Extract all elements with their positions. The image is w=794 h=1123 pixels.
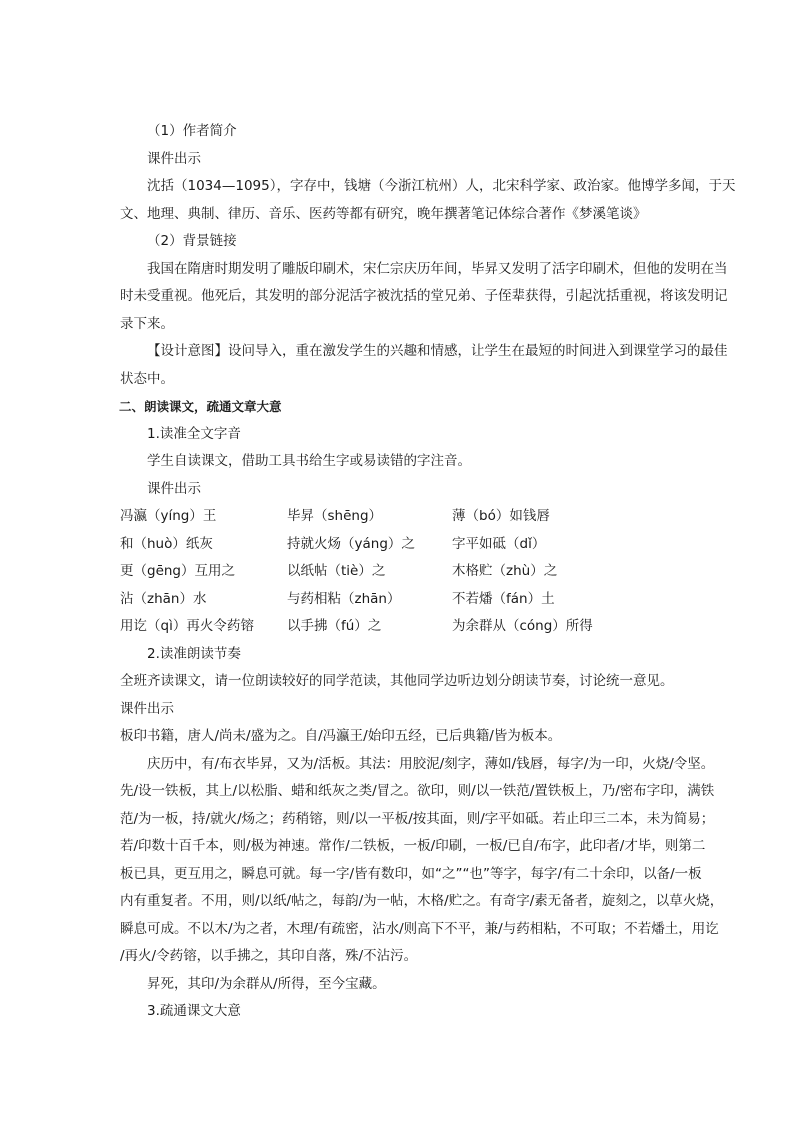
vocab-item: 冯瀛（yíng）王: [120, 508, 217, 524]
step-1-description: 学生自读课文，借助工具书给生字或易读错的字注音。: [147, 453, 471, 469]
courseware-label: 课件出示: [147, 150, 201, 167]
design-intent-line-1: 【设计意图】设问导入，重在激发学生的兴趣和情感，让学生在最短的时间进入到课堂学习的最佳: [147, 343, 728, 359]
courseware-label: 课件出示: [120, 700, 174, 717]
subheading-author-intro: （1）作者简介: [147, 123, 237, 139]
rhythm-paragraph-2: [120, 751, 724, 971]
design-intent-line-2: 状态中。: [120, 370, 174, 387]
vocab-item: 木格贮（zhù）之: [452, 563, 558, 579]
vocab-row: [120, 558, 680, 586]
rhythm-line: 板已具，更互用之，瞬息可就。每一字/皆有数印，如“之”“也”等字，每字/有二十余印，以备/一板: [120, 865, 702, 882]
vocab-item: 持就火炀（yáng）之: [287, 535, 415, 552]
vocab-item: 与药相粘（zhān）: [287, 590, 401, 607]
vocab-grid: [120, 503, 680, 641]
vocab-item: 和（huò）纸灰: [120, 535, 213, 552]
background-line-2: 时未受重视。他死后，其发明的部分泥活字被沈括的堂兄弟、子侄辈获得，引起沈括重视，将该发明记: [120, 288, 728, 304]
background-line-3: 录下来。: [120, 315, 174, 332]
vocab-item: 更（gēng）互用之: [120, 563, 236, 579]
background-line-1: 我国在隋唐时期发明了雕版印刷术，宋仁宗庆历年间，毕昇又发明了活字印刷术，但他的发明在当: [147, 260, 728, 277]
bio-line-1: 沈括（1034—1095），字存中，钱塘（今浙江杭州）人，北宋科学家、政治家。他博学多闻，于天: [147, 178, 736, 194]
vocab-item: 薄（bó）如钱唇: [452, 508, 550, 524]
rhythm-line: 庆历中，有/布衣毕昇，又为/活板。其法：用胶泥/刻字，薄如/钱唇，每字/为一印，火烧/令坚。: [147, 755, 715, 772]
vocab-item: 沾（zhān）水: [120, 590, 207, 607]
subheading-background: （2）背景链接: [147, 233, 237, 249]
step-2-description: 全班齐读课文，请一位朗读较好的同学范读，其他同学边听边划分朗读节奏，讨论统一意见。: [120, 673, 674, 689]
bio-line-2: 文、地理、典制、律历、音乐、医药等都有研究，晚年撰著笔记体综合著作《梦溪笔谈》: [120, 205, 647, 222]
step-3-heading: 3.疏通课文大意: [147, 1003, 241, 1019]
rhythm-line: 范/为一板，持/就火/炀之；药稍镕，则/以一平板/按其面，则/字平如砥。若止印三二本，未为简易；: [120, 810, 715, 827]
vocab-item: 以手拂（fú）之: [287, 618, 382, 634]
section-heading-reading: 二、朗读课文，疏通文章大意: [119, 399, 282, 414]
rhythm-line: 内有重复者。不用，则/以纸/帖之，每韵/为一帖，木格/贮之。有奇字/素无备者，旋刻之，以草火烧，: [120, 893, 724, 909]
rhythm-line: 若/印数十百千本，则/极为神速。常作/二铁板，一板/印刷，一板/已自/布字，此印者/才毕，则第二: [120, 838, 706, 854]
vocab-item: 用讫（qì）再火令药镕: [120, 618, 254, 634]
rhythm-paragraph-3: 昇死，其印/为余群从/所得，至今宝藏。: [147, 975, 386, 992]
rhythm-line: 先/设一铁板，其上/以松脂、蜡和纸灰之类/冒之。欲印，则/以一铁范/置铁板上，乃/密布字印，满铁: [120, 783, 715, 799]
courseware-label: 课件出示: [147, 480, 201, 497]
vocab-row: [120, 613, 680, 641]
step-2-heading: 2.读准朗读节奏: [147, 645, 241, 662]
rhythm-line: /再火/令药镕，以手拂之，其印自落，殊/不沾污。: [120, 948, 418, 964]
rhythm-line: 瞬息可成。不以木/为之者，木理/有疏密，沾水/则高下不平，兼/与药相粘，不可取；不若燔土，用讫: [120, 920, 719, 937]
vocab-row: [120, 503, 680, 531]
vocab-item: 字平如砥（dǐ）: [452, 535, 546, 552]
rhythm-paragraph-1: 板印书籍，唐人/尚未/盛为之。自/冯瀛王/始印五经，已后典籍/皆为板本。: [120, 728, 562, 744]
vocab-row: [120, 586, 680, 614]
document-content: [119, 118, 736, 1026]
vocab-item: 为余群从（cóng）所得: [452, 618, 593, 634]
vocab-item: 毕昇（shēng）: [287, 508, 383, 524]
step-1-heading: 1.读准全文字音: [147, 425, 241, 442]
vocab-item: 以纸帖（tiè）之: [287, 563, 386, 579]
vocab-item: 不若燔（fán）土: [452, 590, 555, 607]
vocab-row: [120, 531, 680, 559]
